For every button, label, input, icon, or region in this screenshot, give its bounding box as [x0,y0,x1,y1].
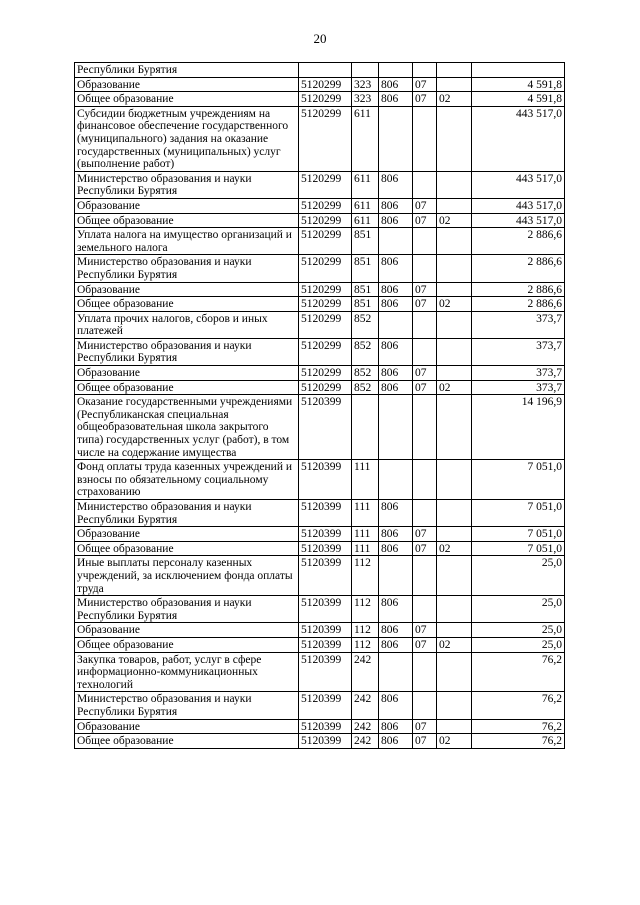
subsection-code-cell: 02 [437,297,472,312]
expense-type-cell [352,395,379,460]
subsection-code-cell [437,198,472,213]
expense-type-cell: 242 [352,692,379,719]
section-code-cell [413,692,437,719]
table-row [75,637,565,652]
target-article-cell: 5120299 [299,77,352,92]
item-name-cell: Общее образование [75,541,299,556]
expense-type-cell: 852 [352,311,379,338]
subsection-code-cell [437,228,472,255]
ministry-code-cell: 806 [379,77,413,92]
ministry-code-cell: 806 [379,213,413,228]
amount-cell: 76,2 [472,734,565,749]
subsection-code-cell [437,527,472,542]
ministry-code-cell [379,228,413,255]
section-code-cell [413,395,437,460]
amount-cell: 373,7 [472,338,565,365]
section-code-cell [413,171,437,198]
subsection-code-cell [437,106,472,171]
expense-type-cell: 111 [352,527,379,542]
amount-cell: 373,7 [472,380,565,395]
ministry-code-cell: 806 [379,692,413,719]
amount-cell: 25,0 [472,623,565,638]
section-code-cell [413,63,437,78]
amount-cell: 2 886,6 [472,255,565,282]
table-row [75,395,565,460]
expense-type-cell: 111 [352,460,379,500]
amount-cell: 25,0 [472,556,565,596]
amount-cell: 373,7 [472,311,565,338]
expense-type-cell: 242 [352,719,379,734]
item-name-cell: Общее образование [75,734,299,749]
section-code-cell: 07 [413,92,437,107]
table-row [75,63,565,78]
amount-cell: 7 051,0 [472,460,565,500]
table-row [75,556,565,596]
target-article-cell: 5120299 [299,380,352,395]
item-name-cell: Образование [75,198,299,213]
table-row [75,213,565,228]
item-name-cell: Министерство образования и науки Республики Бурятия [75,171,299,198]
amount-cell: 25,0 [472,637,565,652]
expense-type-cell: 852 [352,338,379,365]
target-article-cell: 5120299 [299,297,352,312]
target-article-cell: 5120399 [299,395,352,460]
target-article-cell: 5120299 [299,366,352,381]
target-article-cell: 5120299 [299,311,352,338]
item-name-cell: Общее образование [75,297,299,312]
subsection-code-cell [437,652,472,692]
expense-type-cell: 111 [352,541,379,556]
ministry-code-cell [379,63,413,78]
section-code-cell [413,596,437,623]
subsection-code-cell: 02 [437,734,472,749]
target-article-cell: 5120399 [299,692,352,719]
table-row [75,719,565,734]
target-article-cell: 5120399 [299,623,352,638]
expense-type-cell: 242 [352,734,379,749]
item-name-cell: Общее образование [75,92,299,107]
section-code-cell [413,556,437,596]
item-name-cell: Министерство образования и науки Республики Бурятия [75,692,299,719]
item-name-cell: Оказание государственными учреждениями (Республиканская специальная общеобразовательная школа закрытого типа) государственных услуг (работ), в том числе на содержание имущества [75,395,299,460]
item-name-cell: Фонд оплаты труда казенных учреждений и взносы по обязательному социальному страхованию [75,460,299,500]
section-code-cell: 07 [413,282,437,297]
expense-type-cell: 112 [352,623,379,638]
expense-type-cell: 111 [352,500,379,527]
expense-type-cell: 851 [352,255,379,282]
target-article-cell: 5120399 [299,556,352,596]
target-article-cell: 5120299 [299,198,352,213]
section-code-cell: 07 [413,541,437,556]
table-row [75,541,565,556]
target-article-cell: 5120399 [299,460,352,500]
table-row [75,500,565,527]
budget-table [74,62,565,749]
section-code-cell: 07 [413,213,437,228]
ministry-code-cell: 806 [379,719,413,734]
table-row [75,460,565,500]
subsection-code-cell: 02 [437,541,472,556]
amount-cell: 4 591,8 [472,77,565,92]
section-code-cell: 07 [413,297,437,312]
target-article-cell: 5120299 [299,106,352,171]
section-code-cell: 07 [413,527,437,542]
table-row [75,527,565,542]
target-article-cell: 5120399 [299,596,352,623]
ministry-code-cell: 806 [379,623,413,638]
subsection-code-cell [437,63,472,78]
subsection-code-cell: 02 [437,213,472,228]
ministry-code-cell [379,106,413,171]
table-row [75,77,565,92]
ministry-code-cell: 806 [379,637,413,652]
section-code-cell [413,500,437,527]
amount-cell [472,63,565,78]
item-name-cell: Республики Бурятия [75,63,299,78]
expense-type-cell: 852 [352,380,379,395]
ministry-code-cell: 806 [379,92,413,107]
ministry-code-cell: 806 [379,380,413,395]
subsection-code-cell [437,282,472,297]
item-name-cell: Уплата прочих налогов, сборов и иных платежей [75,311,299,338]
expense-type-cell: 611 [352,106,379,171]
subsection-code-cell [437,556,472,596]
target-article-cell: 5120399 [299,637,352,652]
subsection-code-cell [437,171,472,198]
target-article-cell: 5120399 [299,652,352,692]
ministry-code-cell: 806 [379,527,413,542]
amount-cell: 443 517,0 [472,106,565,171]
item-name-cell: Образование [75,623,299,638]
table-row [75,380,565,395]
subsection-code-cell [437,338,472,365]
page-number: 20 [313,31,327,46]
section-code-cell: 07 [413,734,437,749]
ministry-code-cell [379,652,413,692]
ministry-code-cell: 806 [379,255,413,282]
section-code-cell [413,460,437,500]
section-code-cell: 07 [413,380,437,395]
expense-type-cell: 851 [352,228,379,255]
section-code-cell [413,255,437,282]
ministry-code-cell: 806 [379,338,413,365]
target-article-cell: 5120299 [299,338,352,365]
section-code-cell [413,338,437,365]
item-name-cell: Закупка товаров, работ, услуг в сфере информационно-коммуникационных технологий [75,652,299,692]
table-row [75,366,565,381]
item-name-cell: Субсидии бюджетным учреждениям на финансовое обеспечение государственного (муниципального) задания на оказание государственных (муниципальных) услуг (выполнение работ) [75,106,299,171]
item-name-cell: Образование [75,366,299,381]
section-code-cell: 07 [413,366,437,381]
section-code-cell: 07 [413,637,437,652]
table-row [75,198,565,213]
item-name-cell: Общее образование [75,637,299,652]
item-name-cell: Иные выплаты персоналу казенных учреждений, за исключением фонда оплаты труда [75,556,299,596]
target-article-cell: 5120299 [299,228,352,255]
target-article-cell: 5120399 [299,541,352,556]
subsection-code-cell [437,623,472,638]
item-name-cell: Уплата налога на имущество организаций и земельного налога [75,228,299,255]
target-article-cell [299,63,352,78]
table-body [75,63,565,749]
subsection-code-cell: 02 [437,637,472,652]
subsection-code-cell: 02 [437,380,472,395]
table-row [75,338,565,365]
section-code-cell [413,652,437,692]
amount-cell: 76,2 [472,692,565,719]
subsection-code-cell [437,366,472,381]
expense-type-cell: 242 [352,652,379,692]
target-article-cell: 5120299 [299,255,352,282]
table-row [75,692,565,719]
amount-cell: 76,2 [472,652,565,692]
expense-type-cell: 112 [352,556,379,596]
table-row [75,652,565,692]
amount-cell: 373,7 [472,366,565,381]
expense-type-cell: 851 [352,282,379,297]
target-article-cell: 5120299 [299,92,352,107]
table-row [75,106,565,171]
expense-type-cell: 323 [352,77,379,92]
expense-type-cell: 611 [352,213,379,228]
subsection-code-cell: 02 [437,92,472,107]
amount-cell: 443 517,0 [472,213,565,228]
amount-cell: 443 517,0 [472,198,565,213]
amount-cell: 7 051,0 [472,527,565,542]
section-code-cell [413,228,437,255]
subsection-code-cell [437,596,472,623]
subsection-code-cell [437,311,472,338]
table-row [75,623,565,638]
ministry-code-cell [379,311,413,338]
expense-type-cell: 611 [352,171,379,198]
item-name-cell: Министерство образования и науки Республики Бурятия [75,596,299,623]
subsection-code-cell [437,692,472,719]
item-name-cell: Образование [75,527,299,542]
section-code-cell: 07 [413,77,437,92]
amount-cell: 2 886,6 [472,228,565,255]
table-row [75,596,565,623]
item-name-cell: Образование [75,282,299,297]
subsection-code-cell [437,395,472,460]
ministry-code-cell [379,460,413,500]
ministry-code-cell: 806 [379,282,413,297]
amount-cell: 25,0 [472,596,565,623]
table-row [75,92,565,107]
amount-cell: 7 051,0 [472,541,565,556]
item-name-cell: Министерство образования и науки Республики Бурятия [75,338,299,365]
expense-type-cell: 112 [352,637,379,652]
table-row [75,297,565,312]
ministry-code-cell [379,556,413,596]
subsection-code-cell [437,255,472,282]
item-name-cell: Министерство образования и науки Республики Бурятия [75,500,299,527]
table-row [75,228,565,255]
amount-cell: 443 517,0 [472,171,565,198]
ministry-code-cell: 806 [379,171,413,198]
section-code-cell: 07 [413,623,437,638]
ministry-code-cell: 806 [379,596,413,623]
table-row [75,171,565,198]
target-article-cell: 5120299 [299,213,352,228]
ministry-code-cell: 806 [379,198,413,213]
target-article-cell: 5120399 [299,734,352,749]
item-name-cell: Общее образование [75,380,299,395]
table-row [75,734,565,749]
table-row [75,282,565,297]
ministry-code-cell: 806 [379,500,413,527]
subsection-code-cell [437,500,472,527]
ministry-code-cell: 806 [379,297,413,312]
amount-cell: 4 591,8 [472,92,565,107]
ministry-code-cell [379,395,413,460]
section-code-cell: 07 [413,719,437,734]
item-name-cell: Министерство образования и науки Республики Бурятия [75,255,299,282]
subsection-code-cell [437,460,472,500]
target-article-cell: 5120299 [299,171,352,198]
table-row [75,311,565,338]
amount-cell: 7 051,0 [472,500,565,527]
target-article-cell: 5120399 [299,527,352,542]
item-name-cell: Общее образование [75,213,299,228]
target-article-cell: 5120399 [299,500,352,527]
expense-type-cell [352,63,379,78]
section-code-cell [413,106,437,171]
item-name-cell: Образование [75,719,299,734]
expense-type-cell: 323 [352,92,379,107]
ministry-code-cell: 806 [379,366,413,381]
subsection-code-cell [437,77,472,92]
target-article-cell: 5120299 [299,282,352,297]
expense-type-cell: 611 [352,198,379,213]
amount-cell: 2 886,6 [472,282,565,297]
ministry-code-cell: 806 [379,541,413,556]
amount-cell: 2 886,6 [472,297,565,312]
subsection-code-cell [437,719,472,734]
amount-cell: 76,2 [472,719,565,734]
expense-type-cell: 852 [352,366,379,381]
target-article-cell: 5120399 [299,719,352,734]
item-name-cell: Образование [75,77,299,92]
table-row [75,255,565,282]
section-code-cell [413,311,437,338]
section-code-cell: 07 [413,198,437,213]
amount-cell: 14 196,9 [472,395,565,460]
ministry-code-cell: 806 [379,734,413,749]
expense-type-cell: 112 [352,596,379,623]
expense-type-cell: 851 [352,297,379,312]
